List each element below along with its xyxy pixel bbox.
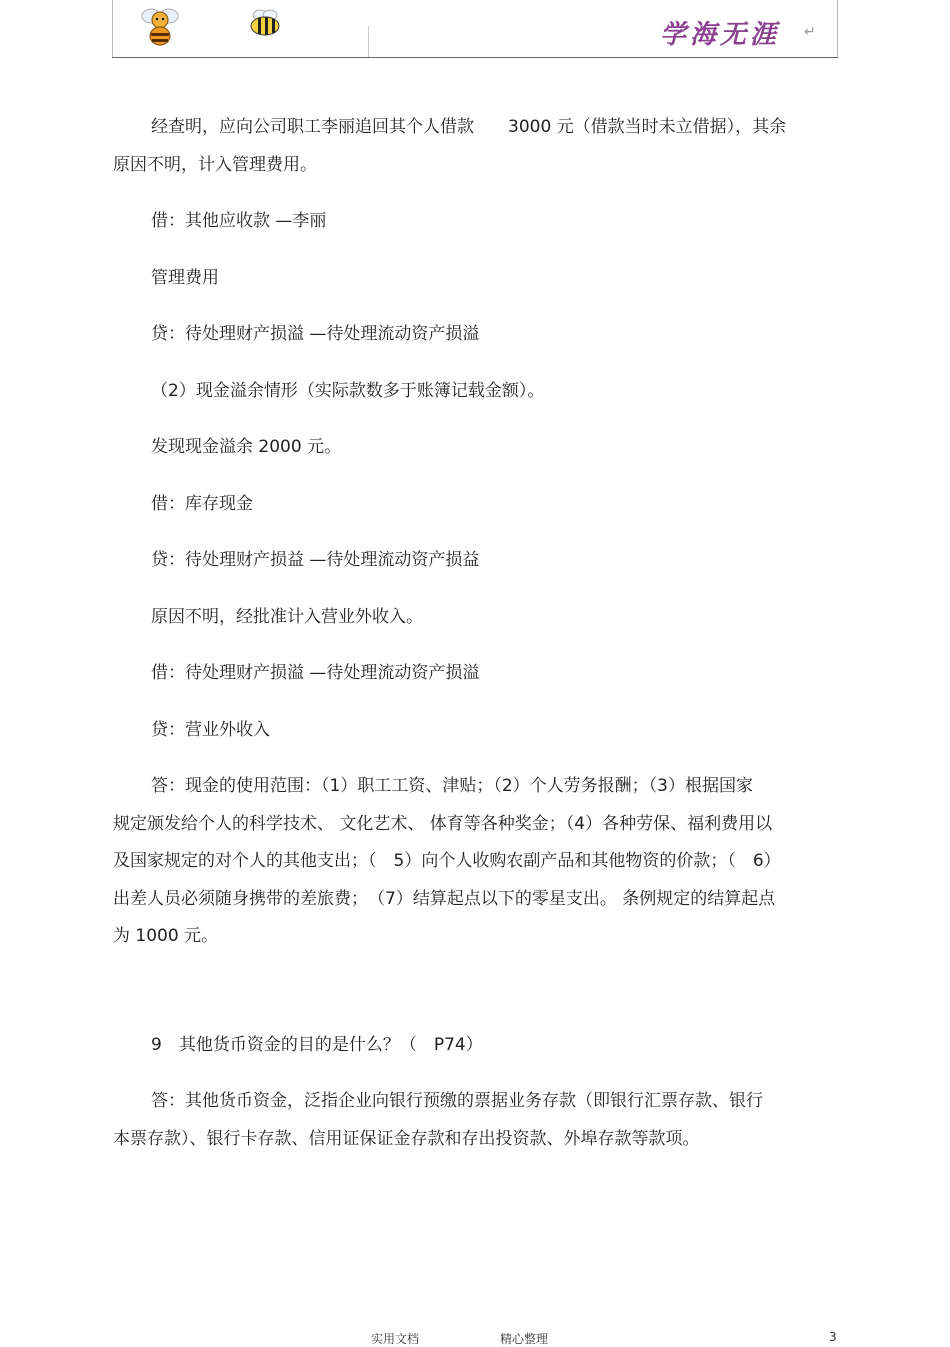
subsection-heading: （2）现金溢余情形（实际款数多于账簿记载金额）。 [151, 381, 545, 401]
journal-entry: 贷：待处理财产损溢 —待处理流动资产损溢 [151, 324, 480, 344]
header-left-rule [112, 0, 113, 57]
bee-icon [245, 8, 285, 38]
answer-text: 答：其他货币资金，泛指企业向银行预缴的票据业务存款（即银行汇票存款、银行 [151, 1091, 763, 1111]
body-text: 发现现金溢余 2000 元。 [151, 437, 342, 457]
footer-center: 精心整理 [500, 1332, 549, 1346]
header-right-rule [837, 0, 838, 57]
journal-entry: 贷：营业外收入 [151, 720, 270, 740]
paragraph-mark: ↵ [804, 24, 816, 40]
journal-entry: 贷：待处理财产损益 —待处理流动资产损益 [151, 550, 480, 570]
question-heading: 9 其他货币资金的目的是什么？（ P74） [151, 1035, 483, 1055]
answer-text: 为 1000 元。 [113, 926, 219, 946]
journal-entry: 管理费用 [151, 268, 219, 288]
page-header [112, 0, 838, 58]
header-motto: 学海无涯 [660, 20, 781, 50]
answer-text: 及国家规定的对个人的其他支出；（ 5）向个人收购农副产品和其他物资的价款；（ 6） [113, 851, 781, 871]
footer-left: 实用文档 [371, 1332, 420, 1346]
answer-text: 规定颁发给个人的科学技术、 文化艺术、 体育等各种奖金；（4）各种劳保、福利费用以 [113, 814, 773, 834]
journal-entry: 借：库存现金 [151, 494, 253, 514]
journal-entry: 借：待处理财产损溢 —待处理流动资产损溢 [151, 663, 480, 683]
body-text: 原因不明，计入管理费用。 [113, 155, 317, 175]
header-divider [368, 26, 369, 57]
bee-mascot-icon [137, 4, 183, 48]
body-text: 经查明，应向公司职工李丽追回其个人借款 3000 元（借款当时未立借据），其余 [151, 117, 787, 137]
journal-entry: 借：其他应收款 —李丽 [151, 211, 327, 231]
page-number: 3 [829, 1330, 837, 1344]
answer-text: 答：现金的使用范围：（1）职工工资、津贴；（2）个人劳务报酬；（3）根据国家 [151, 776, 753, 796]
answer-text: 出差人员必须随身携带的差旅费； （7）结算起点以下的零星支出。 条例规定的结算起点 [113, 889, 776, 909]
body-text: 原因不明，经批准计入营业外收入。 [151, 607, 423, 627]
answer-text: 本票存款）、银行卡存款、信用证保证金存款和存出投资款、外埠存款等款项。 [113, 1129, 700, 1149]
